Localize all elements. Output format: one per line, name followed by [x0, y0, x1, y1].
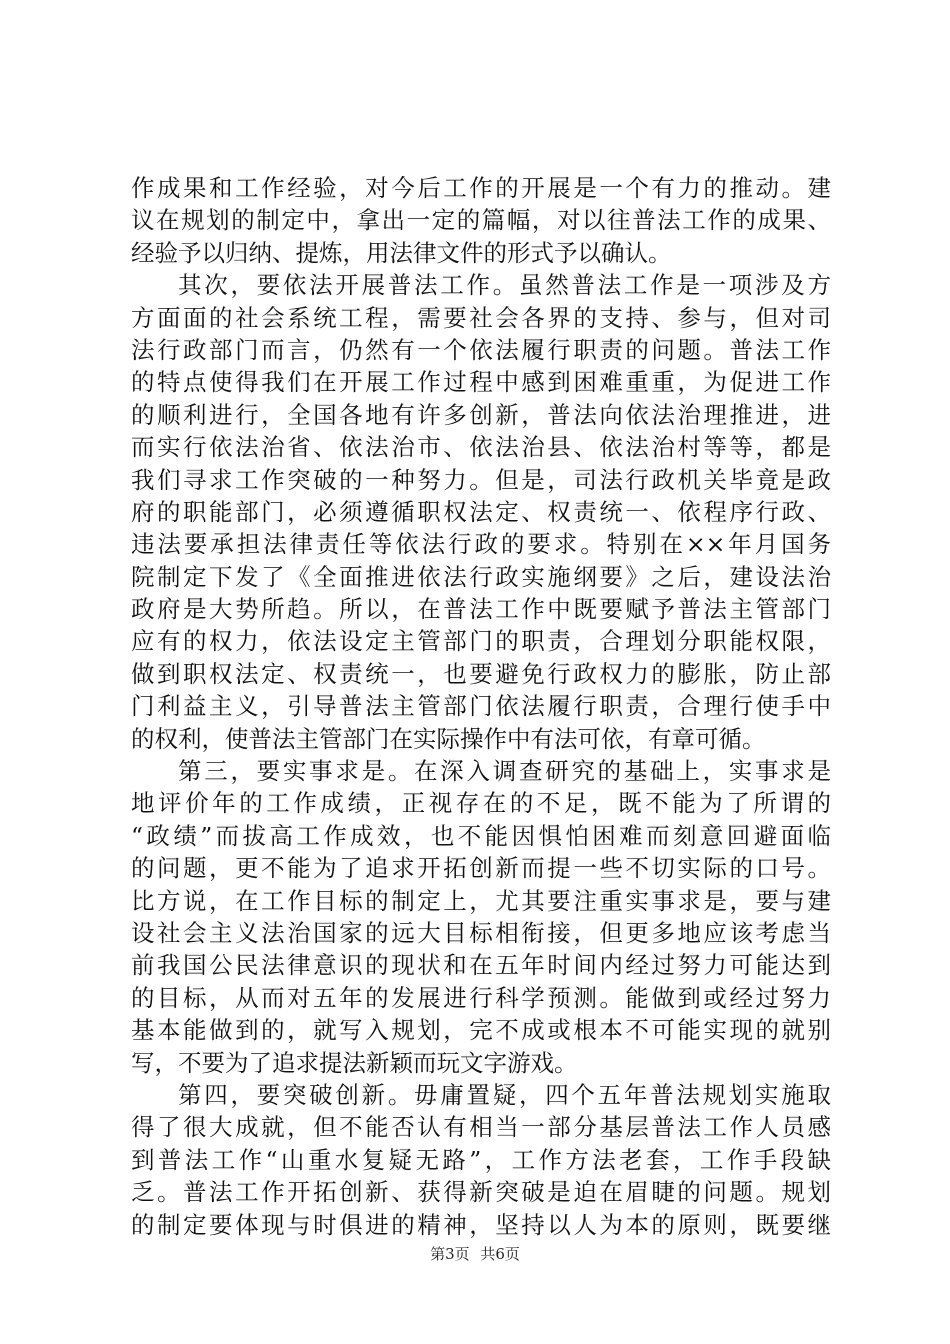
- text-line: 设社会主义法治国家的远大目标相衔接，但更多地应该考虑当: [131, 918, 831, 947]
- text-line: 的问题，更不能为了追求开拓创新而提一些不切实际的口号。: [131, 854, 831, 883]
- text-line: 做到职权法定、权责统一，也要避免行政权力的膨胀，防止部: [131, 659, 831, 688]
- text-line: 府的职能部门，必须遵循职权法定、权责统一、依程序行政、: [131, 497, 831, 526]
- text-line: 议在规划的制定中，拿出一定的篇幅，对以往普法工作的成果、: [131, 206, 831, 235]
- text-line: 的权利，使普法主管部门在实际操作中有法可依，有章可循。: [131, 724, 766, 753]
- page-total: 共6页: [480, 1245, 520, 1263]
- text-line: 比方说，在工作目标的制定上，尤其要注重实事求是，要与建: [131, 886, 831, 915]
- text-line: 政府是大势所趋。所以，在普法工作中既要赋予普法主管部门: [131, 595, 831, 624]
- text-line: 经验予以归纳、提炼，用法律文件的形式予以确认。: [131, 238, 672, 267]
- text-line: 第三，要实事求是。在深入调查研究的基础上，实事求是: [178, 757, 831, 786]
- text-line: 地评价年的工作成绩，正视存在的不足，既不能为了所谓的: [131, 789, 831, 818]
- document-body: [131, 172, 831, 1241]
- text-line: 前我国公民法律意识的现状和在五年时间内经过努力可能达到: [131, 951, 831, 980]
- text-line: 的制定要体现与时俱进的精神，坚持以人为本的原则，既要继: [131, 1210, 831, 1239]
- text-line: 法行政部门而言，仍然有一个依法履行职责的问题。普法工作: [131, 335, 831, 364]
- page-footer: [0, 1244, 950, 1264]
- text-line: 作成果和工作经验，对今后工作的开展是一个有力的推动。建: [131, 174, 831, 202]
- text-line: 应有的权力，依法设定主管部门的职责，合理划分职能权限，: [131, 627, 831, 656]
- text-line: 写，不要为了追求提法新颖而玩文字游戏。: [131, 1048, 578, 1077]
- text-line: 第四，要突破创新。毋庸置疑，四个五年普法规划实施取: [178, 1080, 831, 1109]
- text-line: 我们寻求工作突破的一种努力。但是，司法行政机关毕竟是政: [131, 465, 831, 494]
- text-line: 违法要承担法律责任等依法行政的要求。特别在××年月国务: [131, 530, 831, 559]
- text-line: 其次，要依法开展普法工作。虽然普法工作是一项涉及方: [178, 271, 831, 300]
- text-line: 到普法工作“山重水复疑无路”，工作方法老套，工作手段缺: [131, 1145, 831, 1174]
- text-line: 的顺利进行，全国各地有许多创新，普法向依法治理推进，进: [131, 400, 831, 429]
- text-line: 的目标，从而对五年的发展进行科学预测。能做到或经过努力: [131, 983, 831, 1012]
- text-line: 得了很大成就，但不能否认有相当一部分基层普法工作人员感: [131, 1113, 831, 1142]
- text-line: 的特点使得我们在开展工作过程中感到困难重重，为促进工作: [131, 368, 831, 397]
- text-line: 院制定下发了《全面推进依法行政实施纲要》之后，建设法治: [131, 562, 831, 591]
- text-line: 而实行依法治省、依法治市、依法治县、依法治村等等，都是: [131, 433, 831, 462]
- text-line: “政绩”而拔高工作成效，也不能因惧怕困难而刻意回避面临: [131, 821, 831, 850]
- text-line: 乏。普法工作开拓创新、获得新突破是迫在眉睫的问题。规划: [131, 1178, 831, 1207]
- text-line: 基本能做到的，就写入规划，完不成或根本不可能实现的就别: [131, 1016, 831, 1045]
- text-line: 门利益主义，引导普法主管部门依法履行职责，合理行使手中: [131, 692, 831, 721]
- text-line: 方面面的社会系统工程，需要社会各界的支持、参与，但对司: [131, 303, 831, 332]
- page-number: 第3页: [430, 1245, 470, 1263]
